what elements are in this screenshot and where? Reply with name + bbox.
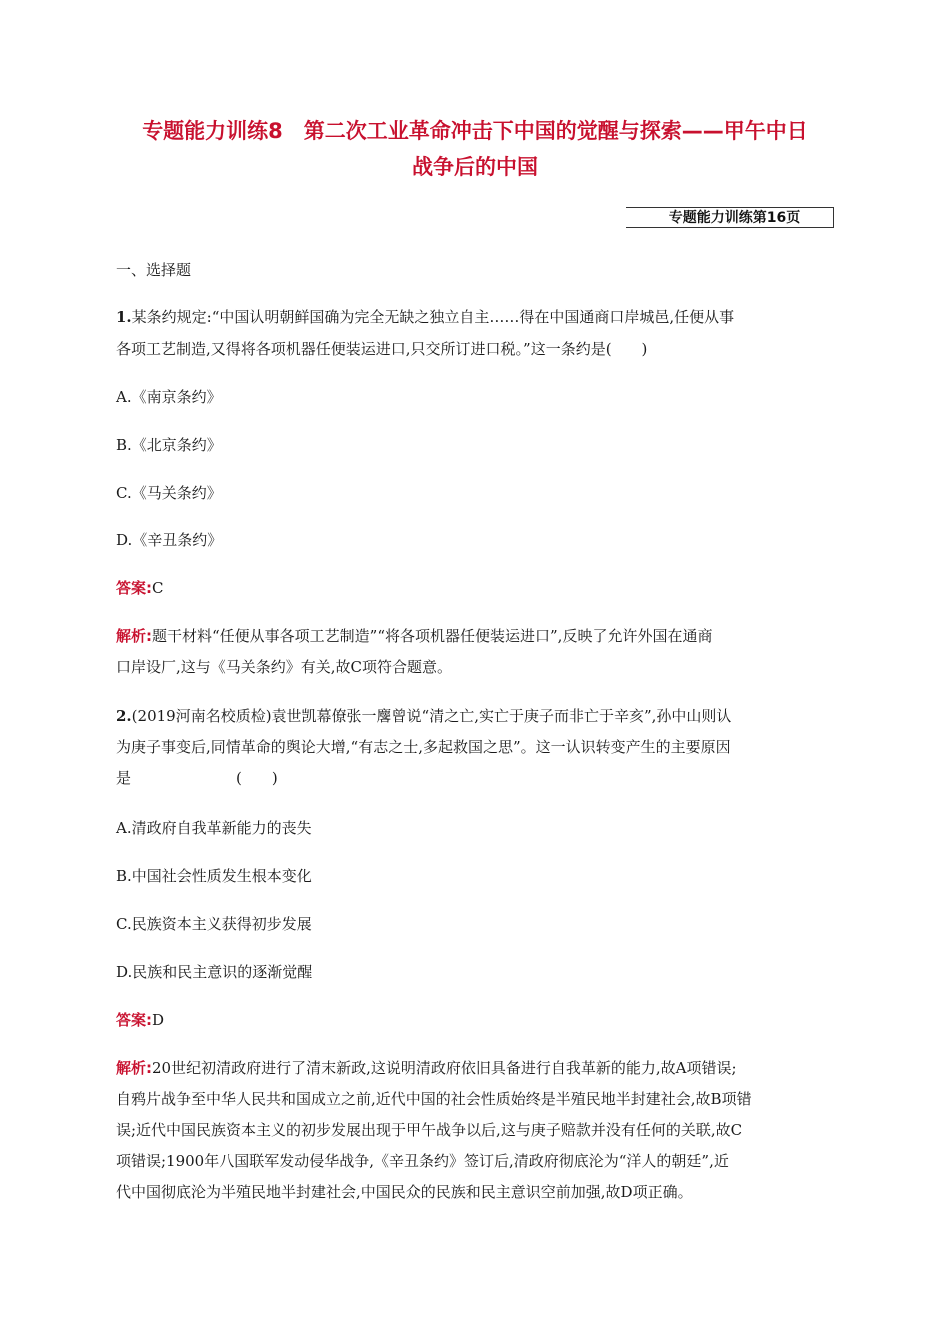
answer-value: C [152,579,164,597]
analysis-label: 解析: [116,627,152,645]
question-1-answer [116,577,163,598]
question-2-number: 2. [116,707,132,725]
question-2-stem-line-2: 为庚子事变后,同情革命的舆论大增,“有志之士,多起救国之思”。这一认识转变产生的主要原因 [116,738,731,756]
question-2-option-a: A.清政府自我革新能力的丧失 [116,819,312,837]
question-1-analysis-line-2: 口岸设厂,这与《马关条约》有关,故C项符合题意。 [116,658,453,676]
question-2-analysis-line-3: 误;近代中国民族资本主义的初步发展出现于甲午战争以后,这与庚子赔款并没有任何的关联,故C [116,1121,743,1139]
title-line-1: 专题能力训练8 第二次工业革命冲击下中国的觉醒与探索——甲午中日 [142,119,808,143]
document-title [100,113,850,185]
question-2-option-d: D.民族和民主意识的逐渐觉醒 [116,963,313,981]
question-1-number: 1. [116,308,132,326]
question-2-analysis-line-1: 解析:20世纪初清政府进行了清末新政,这说明清政府依旧具备进行自我革新的能力,故A项错误; [116,1059,737,1077]
question-2-stem-line-3: 是 ( ) [116,769,278,787]
question-2-analysis-line-5: 代中国彻底沦为半殖民地半封建社会,中国民众的民族和民主意识空前加强,故D项正确。 [116,1183,693,1201]
section-tag-label: 专题能力训练第16页 [668,210,801,226]
question-1-option-a: A.《南京条约》 [116,388,222,406]
question-1-stem-line-1: 1.某条约规定:“中国认明朝鲜国确为完全无缺之独立自主……得在中国通商口岸城邑,任便从事 [116,308,735,326]
analysis-label: 解析: [116,1059,152,1077]
title-line-2: 战争后的中国 [412,155,538,179]
question-1-stem-line-2: 各项工艺制造,又得将各项机器任便装运进口,只交所订进口税。”这一条约是( ) [116,340,648,358]
question-1-analysis-line-1: 解析:题干材料“任便从事各项工艺制造”“将各项机器任便装运进口”,反映了允许外国在通商 [116,627,713,645]
question-1-option-d: D.《辛丑条约》 [116,531,223,549]
answer-label: 答案: [116,579,152,597]
question-2-analysis-line-2: 自鸦片战争至中华人民共和国成立之前,近代中国的社会性质始终是半殖民地半封建社会,故B项错 [116,1090,752,1108]
question-2-answer [116,1009,164,1030]
section-tag [626,207,834,228]
question-1-option-c: C.《马关条约》 [116,484,222,502]
section-heading: 一、选择题 [116,261,192,279]
answer-value: D [152,1011,165,1029]
question-2-stem-line-1: 2.(2019河南名校质检)袁世凯幕僚张一麐曾说“清之亡,实亡于庚子而非亡于辛亥”,孙中山则认 [116,707,732,725]
question-2-analysis-line-4: 项错误;1900年八国联军发动侵华战争,《辛丑条约》签订后,清政府彻底沦为“洋人的朝廷”,近 [116,1152,729,1170]
question-2-option-b: B.中国社会性质发生根本变化 [116,867,312,885]
question-2-option-c: C.民族资本主义获得初步发展 [116,915,312,933]
question-1-option-b: B.《北京条约》 [116,436,222,454]
answer-label: 答案: [116,1011,152,1029]
